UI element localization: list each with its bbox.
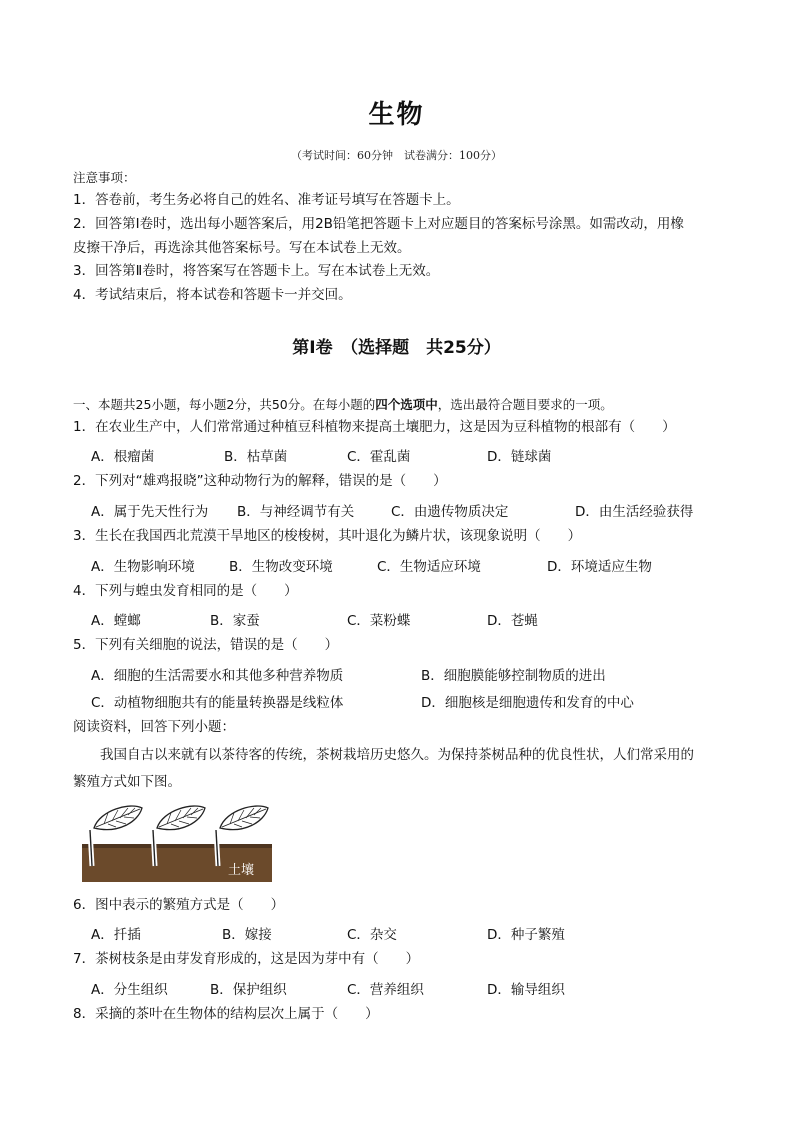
option-c: C．动植物细胞共有的能量转换器是线粒体	[91, 695, 344, 711]
reading-intro: 阅读资料，回答下列小题：	[73, 719, 235, 735]
option-b: B．家蚕	[210, 613, 260, 629]
note-item: 皮擦干净后，再选涂其他答案标号。写在本试卷上无效。	[73, 240, 411, 256]
option-a: A．螳螂	[91, 613, 141, 629]
reading-paragraph: 我国自古以来就有以茶待客的传统，茶树栽培历史悠久。为保持茶树品种的优良性状，人们常采用的	[100, 747, 694, 763]
option-a: A．分生组织	[91, 982, 168, 998]
soil-label: 土壤	[228, 863, 255, 878]
note-item: 1．答卷前，考生务必将自己的姓名、准考证号填写在答题卡上。	[73, 192, 460, 208]
notes-heading: 注意事项：	[73, 170, 136, 185]
option-a: A．根瘤菌	[91, 449, 155, 465]
instruction-suffix: ，选出最符合题目要求的一项。	[437, 397, 613, 412]
section-instruction	[73, 395, 613, 413]
exam-info: （考试时间：60分钟 试卷满分：100分）	[291, 149, 502, 162]
question-stem: 1．在农业生产中，人们常常通过种植豆科植物来提高土壤肥力，这是因为豆科植物的根部有（ ）	[73, 419, 676, 435]
option-a: A．属于先天性行为	[91, 504, 209, 520]
soil-surface	[82, 844, 272, 848]
option-b: B．嫁接	[222, 927, 272, 943]
question-stem: 3．生长在我国西北荒漠干旱地区的梭梭树，其叶退化为鳞片状，该现象说明（ ）	[73, 528, 582, 544]
cutting-figure	[80, 800, 275, 885]
instruction-bold: 四个选项中	[375, 397, 438, 412]
option-a: A．扦插	[91, 927, 141, 943]
option-d: D．细胞核是细胞遗传和发育的中心	[421, 695, 634, 711]
option-b: B．保护组织	[210, 982, 287, 998]
question-stem: 8．采摘的茶叶在生物体的结构层次上属于（ ）	[73, 1006, 379, 1022]
option-c: C．生物适应环境	[377, 559, 481, 575]
question-stem: 2．下列对“雄鸡报晓”这种动物行为的解释，错误的是（ ）	[73, 473, 447, 489]
section-title: 第Ⅰ卷 （选择题 共25分）	[292, 338, 501, 358]
option-c: C．由遗传物质决定	[391, 504, 509, 520]
note-item: 4．考试结束后，将本试卷和答题卡一并交回。	[73, 287, 352, 303]
option-c: C．菜粉蝶	[347, 613, 411, 629]
option-d: D．输导组织	[487, 982, 565, 998]
note-item: 3．回答第Ⅱ卷时，将答案写在答题卡上。写在本试卷上无效。	[73, 263, 440, 279]
question-stem: 6．图中表示的繁殖方式是（ ）	[73, 897, 285, 913]
option-d: D．由生活经验获得	[575, 504, 694, 520]
note-item: 2．回答第Ⅰ卷时，选出每小题答案后，用2B铅笔把答题卡上对应题目的答案标号涂黑。如需改动，用橡	[73, 216, 684, 232]
option-b: B．生物改变环境	[229, 559, 333, 575]
option-c: C．霍乱菌	[347, 449, 411, 465]
question-stem: 7．茶树枝条是由芽发育形成的，这是因为芽中有（ ）	[73, 951, 420, 967]
option-d: D．种子繁殖	[487, 927, 565, 943]
option-b: B．枯草菌	[224, 449, 288, 465]
option-a: A．细胞的生活需要水和其他多种营养物质	[91, 668, 344, 684]
option-b: B．与神经调节有关	[237, 504, 355, 520]
option-d: D．链球菌	[487, 449, 552, 465]
option-b: B．细胞膜能够控制物质的进出	[421, 668, 606, 684]
question-stem: 4．下列与蝗虫发育相同的是（ ）	[73, 583, 298, 599]
question-stem: 5．下列有关细胞的说法，错误的是（ ）	[73, 637, 339, 653]
instruction-prefix: 一、本题共25小题，每小题2分，共50分。在每小题的	[73, 397, 376, 412]
option-a: A．生物影响环境	[91, 559, 195, 575]
option-d: D．环境适应生物	[547, 559, 652, 575]
page-title: 生物	[368, 100, 425, 130]
option-c: C．杂交	[347, 927, 397, 943]
reading-paragraph: 繁殖方式如下图。	[73, 774, 181, 790]
option-c: C．营养组织	[347, 982, 424, 998]
option-d: D．苍蝇	[487, 613, 538, 629]
